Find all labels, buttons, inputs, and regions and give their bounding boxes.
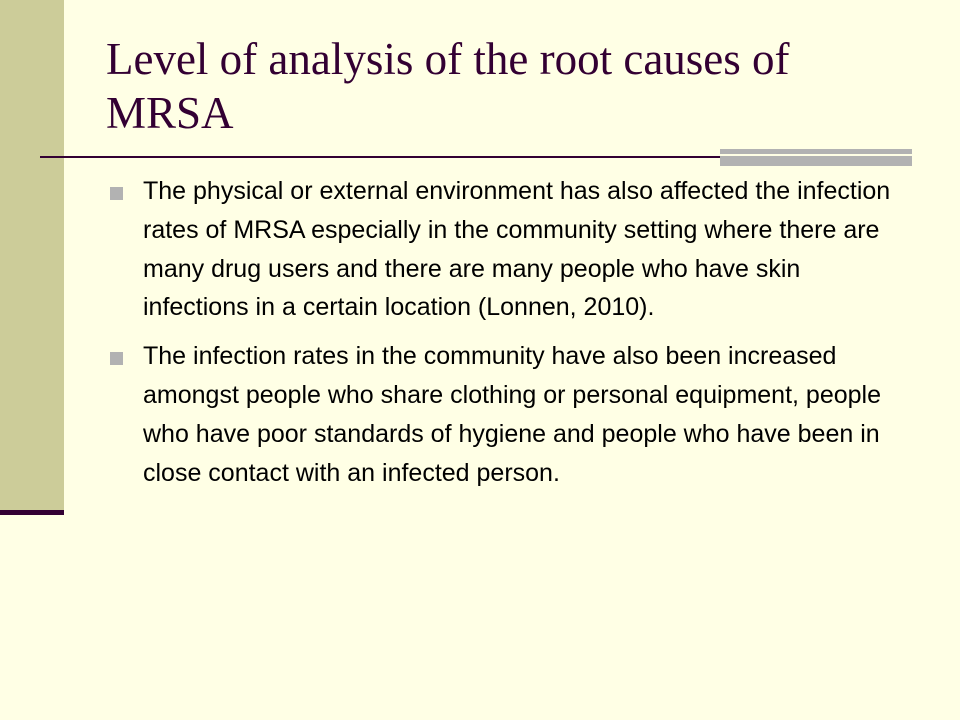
- title-accent-bar: [720, 149, 912, 166]
- bullet-list: [106, 172, 906, 502]
- list-item: [106, 337, 906, 492]
- left-band-rule: [0, 510, 64, 515]
- square-bullet-icon: [110, 187, 123, 200]
- bullet-text: The infection rates in the community have also been increased amongst people who share clothing or personal equipment, people who have poor standards of hygiene and people who have been in close contact with an infected person.: [143, 342, 881, 487]
- square-bullet-icon: [110, 352, 123, 365]
- left-decorative-band: [0, 0, 64, 514]
- bullet-text: The physical or external environment has also affected the infection rates of MRSA especially in the community setting where there are many drug users and there are many people who have skin infections in a certain location (Lonnen, 2010).: [143, 177, 891, 322]
- slide-title: Level of analysis of the root causes of MRSA: [106, 34, 790, 138]
- list-item: [106, 172, 906, 327]
